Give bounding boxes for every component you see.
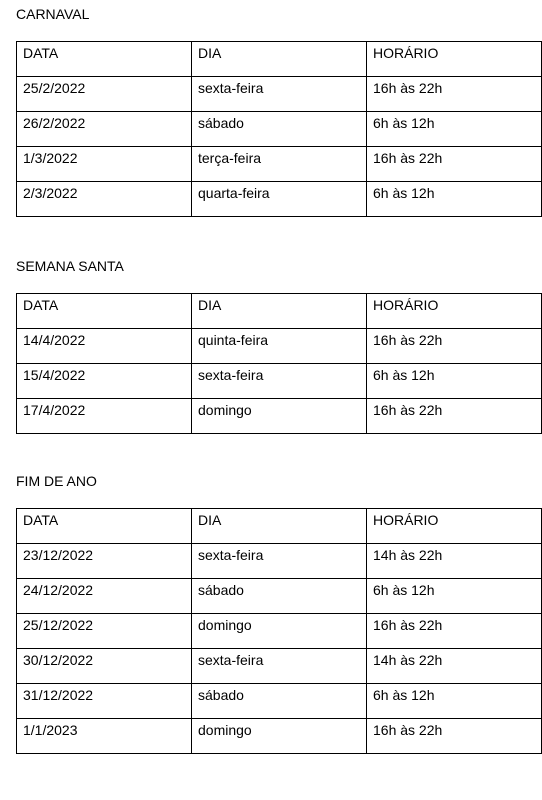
date-cell: 1/3/2022: [17, 147, 192, 182]
table-row: [17, 579, 542, 614]
day-cell: domingo: [192, 399, 367, 434]
time-cell: 16h às 22h: [367, 147, 542, 182]
time-cell: 16h às 22h: [367, 719, 542, 754]
header-cell: DIA: [192, 509, 367, 544]
time-cell: 6h às 12h: [367, 112, 542, 147]
schedule-table-semana-santa: [16, 293, 542, 434]
date-cell: 23/12/2022: [17, 544, 192, 579]
table-row: [17, 614, 542, 649]
time-cell: 6h às 12h: [367, 579, 542, 614]
table-row: [17, 112, 542, 147]
date-cell: 30/12/2022: [17, 649, 192, 684]
table-header-row: [17, 509, 542, 544]
table-row: [17, 329, 542, 364]
header-cell: DATA: [17, 42, 192, 77]
time-cell: 6h às 12h: [367, 684, 542, 719]
table-header-row: [17, 42, 542, 77]
section-title-semana-santa: SEMANA SANTA: [16, 258, 124, 274]
day-cell: sexta-feira: [192, 364, 367, 399]
time-cell: 14h às 22h: [367, 544, 542, 579]
day-cell: sábado: [192, 579, 367, 614]
header-cell: DIA: [192, 42, 367, 77]
day-cell: sábado: [192, 684, 367, 719]
day-cell: sexta-feira: [192, 649, 367, 684]
table-row: [17, 399, 542, 434]
date-cell: 17/4/2022: [17, 399, 192, 434]
day-cell: sexta-feira: [192, 544, 367, 579]
header-cell: DATA: [17, 294, 192, 329]
table-row: [17, 182, 542, 217]
schedule-table-fim-de-ano: [16, 508, 542, 754]
header-cell: HORÁRIO: [367, 42, 542, 77]
schedule-table-carnaval: [16, 41, 542, 217]
table-header-row: [17, 294, 542, 329]
time-cell: 16h às 22h: [367, 399, 542, 434]
date-cell: 2/3/2022: [17, 182, 192, 217]
date-cell: 14/4/2022: [17, 329, 192, 364]
table-row: [17, 147, 542, 182]
header-cell: DATA: [17, 509, 192, 544]
date-cell: 25/2/2022: [17, 77, 192, 112]
date-cell: 15/4/2022: [17, 364, 192, 399]
header-cell: HORÁRIO: [367, 294, 542, 329]
time-cell: 16h às 22h: [367, 329, 542, 364]
day-cell: domingo: [192, 614, 367, 649]
section-title-carnaval: CARNAVAL: [16, 6, 90, 22]
table-row: [17, 719, 542, 754]
day-cell: quarta-feira: [192, 182, 367, 217]
day-cell: domingo: [192, 719, 367, 754]
table-row: [17, 649, 542, 684]
day-cell: sábado: [192, 112, 367, 147]
table-row: [17, 364, 542, 399]
table-row: [17, 544, 542, 579]
time-cell: 16h às 22h: [367, 614, 542, 649]
table-row: [17, 77, 542, 112]
day-cell: terça-feira: [192, 147, 367, 182]
time-cell: 6h às 12h: [367, 364, 542, 399]
date-cell: 24/12/2022: [17, 579, 192, 614]
date-cell: 26/2/2022: [17, 112, 192, 147]
date-cell: 25/12/2022: [17, 614, 192, 649]
date-cell: 31/12/2022: [17, 684, 192, 719]
time-cell: 16h às 22h: [367, 77, 542, 112]
time-cell: 6h às 12h: [367, 182, 542, 217]
header-cell: HORÁRIO: [367, 509, 542, 544]
header-cell: DIA: [192, 294, 367, 329]
table-row: [17, 684, 542, 719]
section-title-fim-de-ano: FIM DE ANO: [16, 473, 97, 489]
day-cell: quinta-feira: [192, 329, 367, 364]
time-cell: 14h às 22h: [367, 649, 542, 684]
day-cell: sexta-feira: [192, 77, 367, 112]
date-cell: 1/1/2023: [17, 719, 192, 754]
